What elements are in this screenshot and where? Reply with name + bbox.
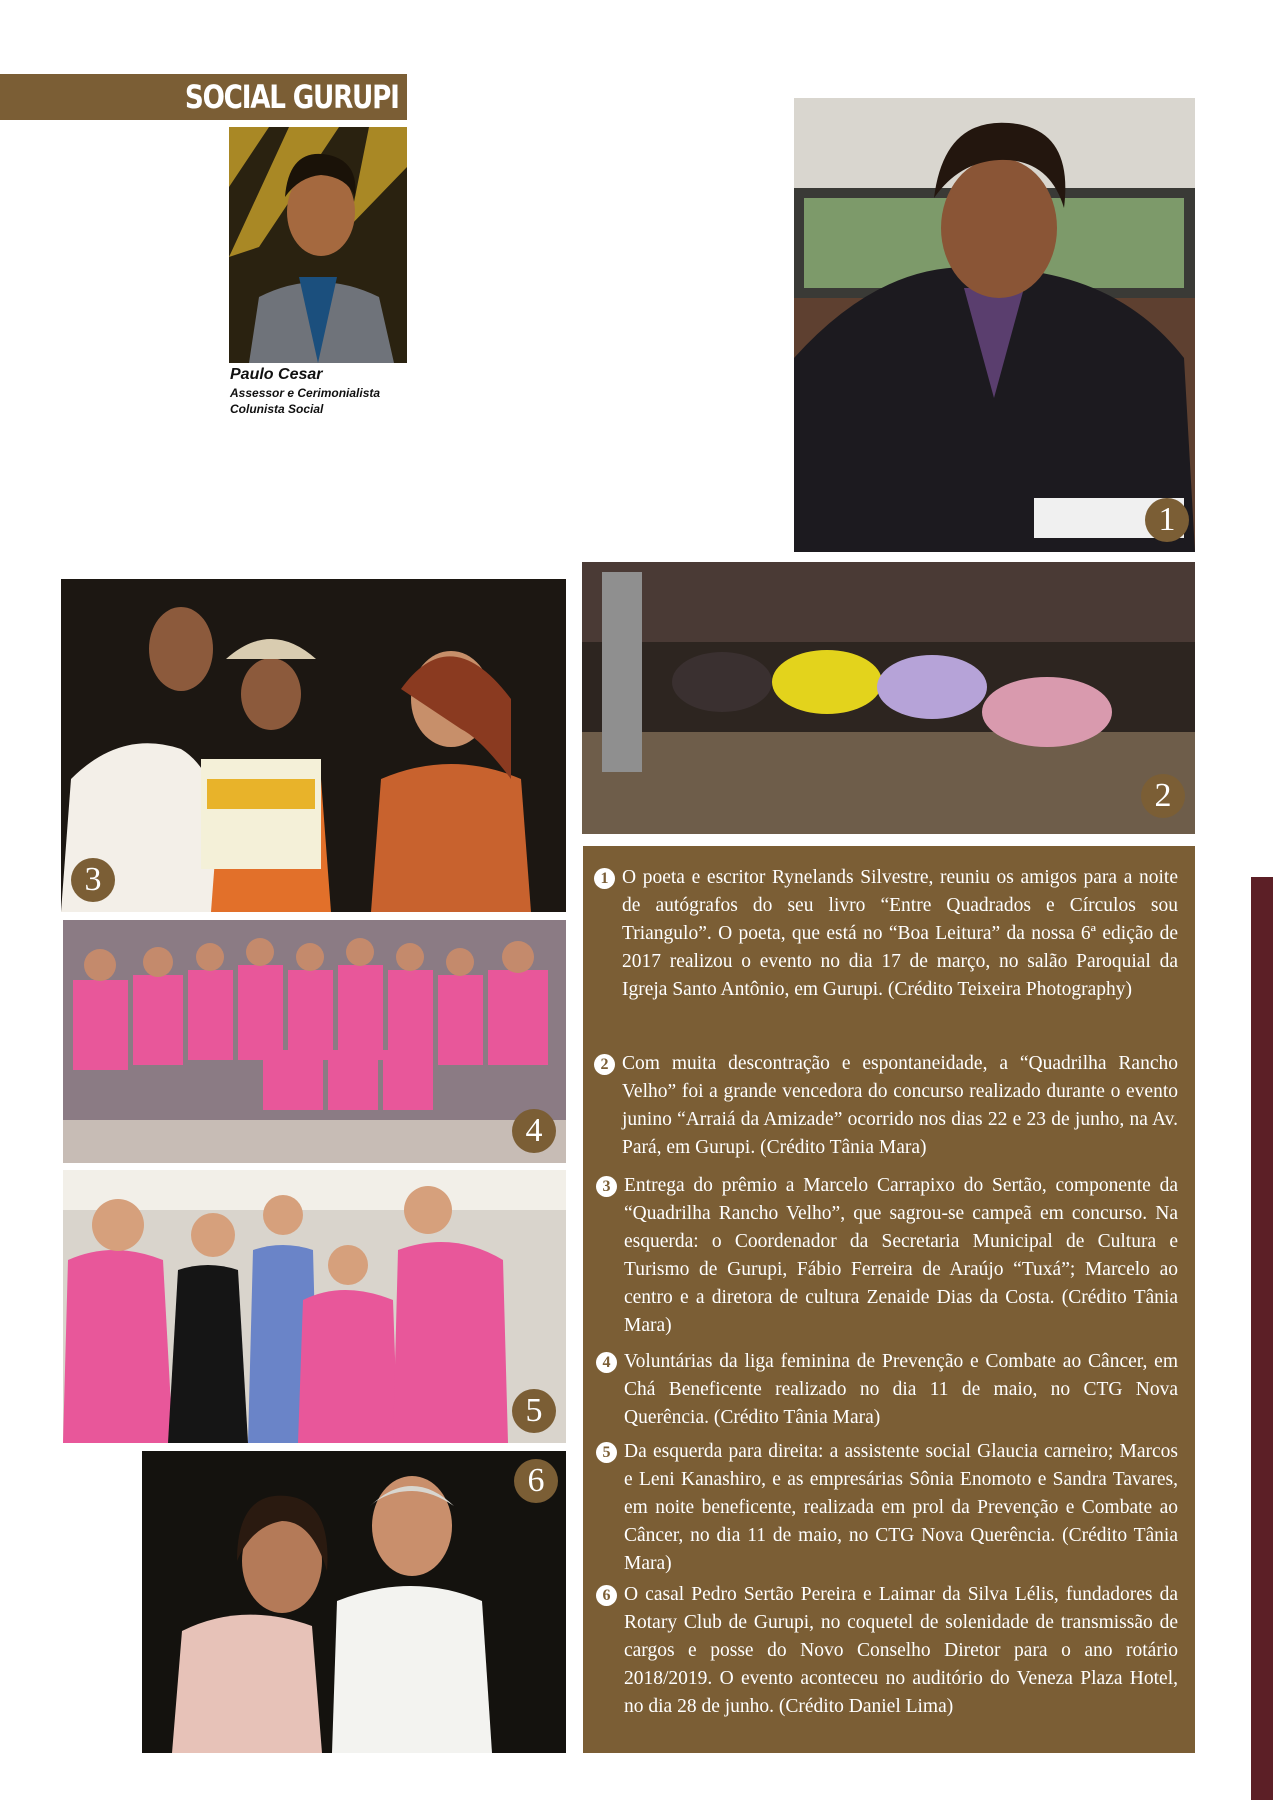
photo-number-badge: 2	[1141, 774, 1185, 818]
photo-3-prize-delivery	[61, 579, 566, 912]
caption-number: 3	[596, 1176, 617, 1197]
caption-3	[602, 1172, 1178, 1340]
columnist-photo	[229, 127, 407, 363]
columnist-role: Assessor e Cerimonialista	[230, 386, 381, 400]
photo-number-badge: 6	[514, 1459, 558, 1503]
photo-number-badge: 3	[71, 858, 115, 902]
caption-number: 4	[596, 1352, 617, 1373]
caption-text: O casal Pedro Sertão Pereira e Laimar da Silva Lélis, fundadores da Rotary Club de Gurupi, no coquetel de solenidade de transmissão de cargos e posse do Novo Conselho Diretor para o ano rotário 2018/2019. O evento aconteceu no auditório do Veneza Plaza Hotel, no dia 28 de junho. (Crédito Daniel Lima)	[624, 1584, 1178, 1717]
header-bar	[0, 74, 407, 120]
caption-number: 6	[596, 1585, 617, 1606]
photo-1-book-signing	[794, 98, 1195, 552]
columnist-name: Paulo Cesar	[230, 366, 323, 383]
caption-number: 5	[596, 1442, 617, 1463]
photo-2-quadrilha-dance	[582, 562, 1195, 834]
photo-number-badge: 1	[1145, 498, 1189, 542]
side-accent-bar	[1251, 877, 1273, 1800]
caption-number: 2	[594, 1054, 615, 1075]
caption-4	[602, 1348, 1178, 1432]
photo-5-beneficent-night	[63, 1170, 566, 1443]
caption-6	[602, 1581, 1178, 1721]
photo-6-rotary-couple	[142, 1451, 566, 1753]
captions-panel	[583, 846, 1195, 1753]
photo-number-badge: 4	[512, 1109, 556, 1153]
caption-2	[600, 1050, 1178, 1162]
photo-4-volunteers-group	[63, 920, 566, 1163]
caption-text: Com muita descontração e espontaneidade, a “Quadrilha Rancho Velho” foi a grande vencedora do concurso realizado durante o evento junino “Arraiá da Amizade” ocorrido nos dias 22 e 23 de junho, na Av. Pará, em Gurupi. (Crédito Tânia Mara)	[622, 1053, 1178, 1158]
columnist-title: Colunista Social	[230, 402, 324, 416]
caption-1	[600, 864, 1178, 1004]
caption-text: O poeta e escritor Rynelands Silvestre, reuniu os amigos para a noite de autógrafos do seu livro “Entre Quadrados e Círculos sou Triangulo”. O poeta, que está no “Boa Leitura” da nossa 6ª edição de 2017 realizou o evento no dia 17 de março, no salão Paroquial da Igreja Santo Antônio, em Gurupi. (Crédito Teixeira Photography)	[622, 867, 1178, 1000]
section-title: SOCIAL GURUPI	[185, 78, 399, 116]
caption-text: Entrega do prêmio a Marcelo Carrapixo do Sertão, componente da “Quadrilha Rancho Velho”, que sagrou-se campeã em concurso. Na esquerda: o Coordenador da Secretaria Municipal de Cultura e Turismo de Gurupi, Fábio Ferreira de Araújo “Tuxá”; Marcelo ao centro e a diretora de cultura Zenaide Dias da Costa. (Crédito Tânia Mara)	[624, 1175, 1178, 1336]
photo-number-badge: 5	[512, 1389, 556, 1433]
caption-number: 1	[594, 868, 615, 889]
caption-text: Voluntárias da liga feminina de Prevenção e Combate ao Câncer, em Chá Beneficente realizado no dia 11 de maio, no CTG Nova Querência. (Crédito Tânia Mara)	[624, 1351, 1178, 1428]
caption-5	[602, 1438, 1178, 1578]
caption-text: Da esquerda para direita: a assistente social Glaucia carneiro; Marcos e Leni Kanashiro, e as empresárias Sônia Enomoto e Sandra Tavares, em noite beneficente, realizada em prol da Prevenção e Combate ao Câncer, no dia 11 de maio, no CTG Nova Querência. (Crédito Tânia Mara)	[624, 1441, 1178, 1574]
